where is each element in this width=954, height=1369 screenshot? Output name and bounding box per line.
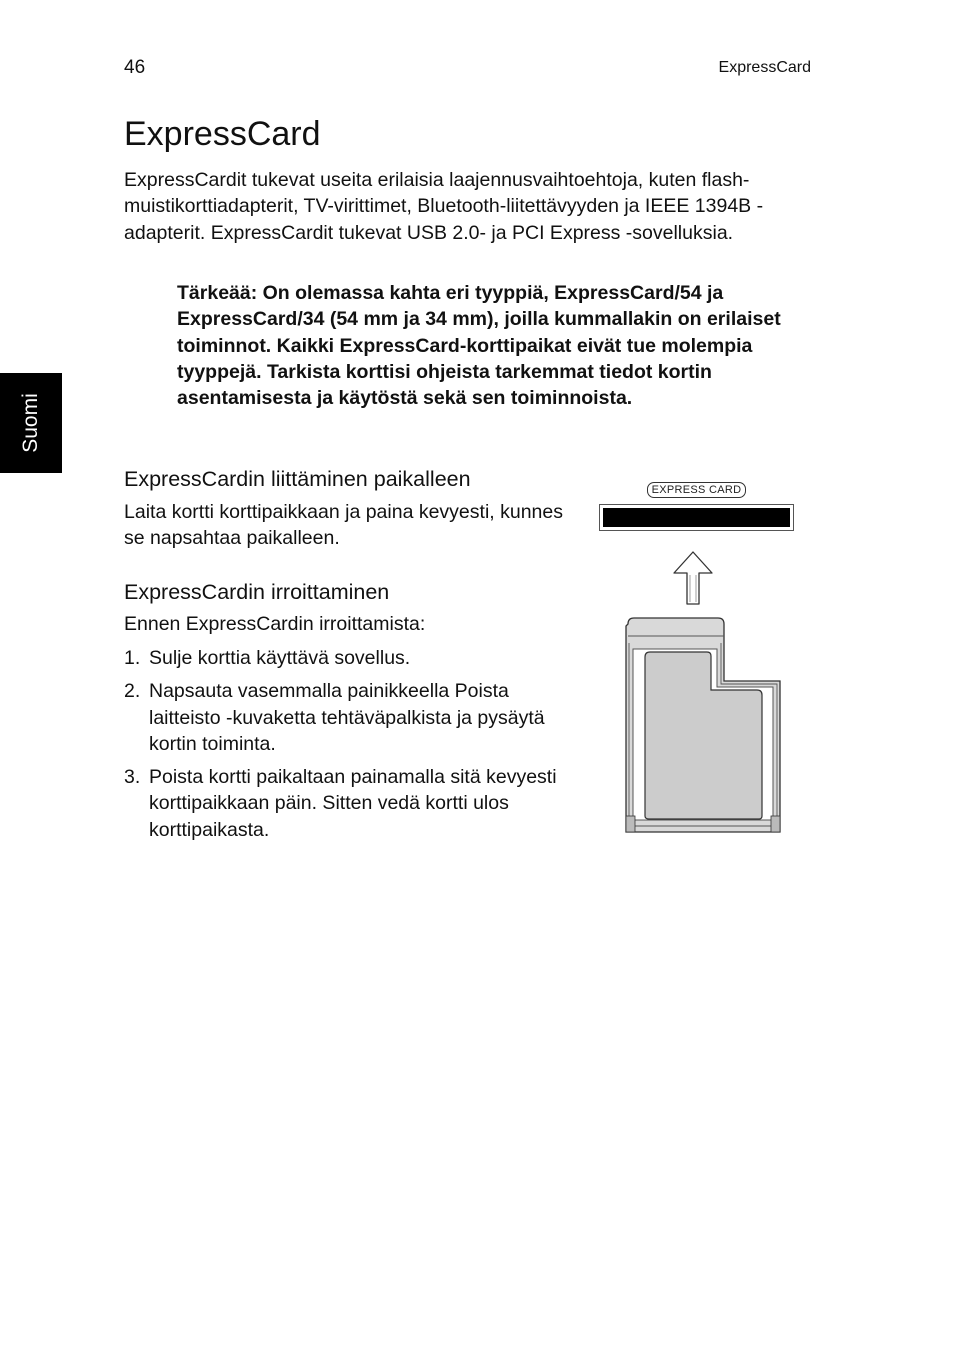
running-header: ExpressCard bbox=[718, 59, 811, 76]
remove-heading: ExpressCardin irroittaminen bbox=[124, 580, 390, 604]
side-tab-label: Suomi bbox=[19, 393, 42, 453]
page-title: ExpressCard bbox=[124, 115, 321, 153]
express-card bbox=[626, 618, 780, 832]
step-text: Poista kortti paikaltaan painamalla sitä kevyesti korttipaikkaan päin. Sitten vedä kortti ulos korttipaikasta. bbox=[149, 766, 557, 841]
step-number: 3. bbox=[124, 766, 141, 789]
expresscard-illustration bbox=[595, 476, 805, 841]
list-item bbox=[124, 678, 564, 757]
step-number: 2. bbox=[124, 680, 141, 703]
insert-heading: ExpressCardin liittäminen paikalleen bbox=[124, 467, 471, 491]
list-item bbox=[124, 764, 564, 843]
up-arrow-icon bbox=[674, 552, 712, 604]
card-insertion-drawing bbox=[595, 476, 805, 841]
language-side-tab bbox=[0, 373, 62, 473]
important-note: Tärkeää: On olemassa kahta eri tyyppiä, ExpressCard/54 ja ExpressCard/34 (54 mm ja 34 mm), joilla kummallakin on erilaiset toiminnot. Kaikki ExpressCard-korttipaikat eivät tue molempia tyyppejä. Tarkista korttisi ohjeista tarkemmat tiedot kortin asentamisesta ja käytöstä sekä sen toiminnoista. bbox=[177, 282, 781, 410]
step-text: Sulje korttia käyttävä sovellus. bbox=[149, 647, 411, 669]
step-text: Napsauta vasemmalla painikkeella Poista laitteisto -kuvaketta tehtäväpalkista ja pysäytä kortin toiminta. bbox=[149, 680, 545, 755]
removal-steps bbox=[124, 645, 564, 850]
remove-intro: Ennen ExpressCardin irroittamista: bbox=[124, 613, 426, 635]
insert-paragraph: Laita kortti korttipaikkaan ja paina kevyesti, kunnes se napsahtaa paikalleen. bbox=[124, 501, 563, 550]
intro-paragraph: ExpressCardit tukevat useita erilaisia laajennusvaihtoehtoja, kuten flash-muistikorttiadapterit, TV-virittimet, Bluetooth-liitettävyyden ja IEEE 1394B -adapterit. ExpressCardit tukevat USB 2.0- ja PCI Express -sovelluksia. bbox=[124, 169, 764, 244]
slot-label: EXPRESS CARD bbox=[647, 482, 746, 498]
page-number: 46 bbox=[124, 57, 146, 78]
step-number: 1. bbox=[124, 647, 141, 669]
list-item bbox=[124, 645, 564, 671]
